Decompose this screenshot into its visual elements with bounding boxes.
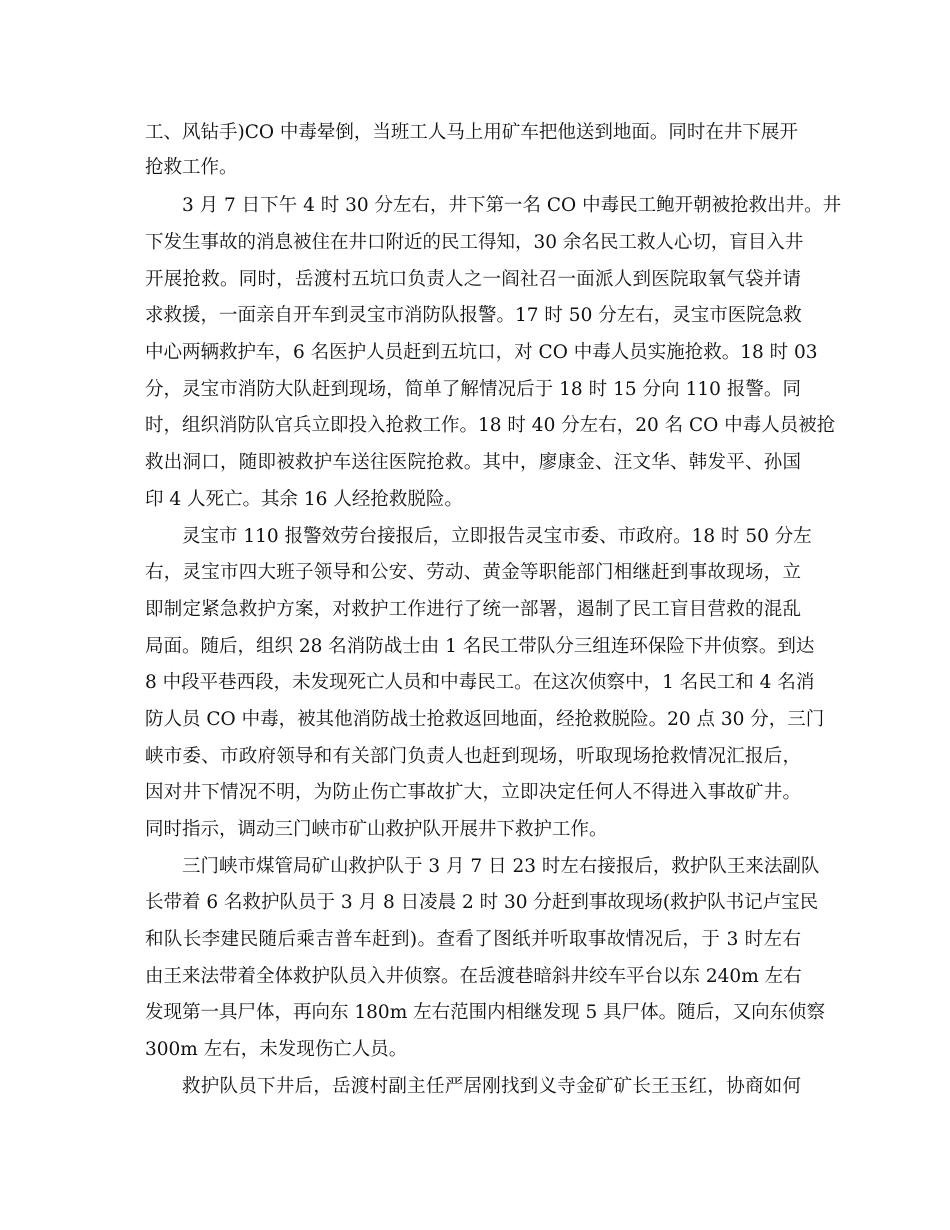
- paragraph-start-line: 灵宝市 110 报警效劳台接报后，立即报告灵宝市委、市政府。18 时 50 分左: [182, 526, 812, 547]
- paragraph-start-line: 救护队员下井后，岳渡村副主任严居刚找到义寺金矿矿长王玉红，协商如何: [182, 1076, 801, 1097]
- text-line: 下发生事故的消息被住在井口附近的民工得知，30 余名民工救人心切，盲目入井: [145, 232, 804, 253]
- paragraph-start-line: 三门峡市煤管局矿山救护队于 3 月 7 日 23 时左右接报后，救护队王来法副队: [182, 856, 820, 877]
- text-line: 局面。随后，组织 28 名消防战士由 1 名民工带队分三组连环保险下井侦察。到达: [145, 636, 815, 657]
- text-line: 救出洞口，随即被救护车送往医院抢救。其中，廖康金、汪文华、韩发平、孙国: [145, 452, 801, 473]
- text-line: 右，灵宝市四大班子领导和公安、劳动、黄金等职能部门相继赶到事故现场，立: [145, 562, 801, 583]
- text-line: 300m 左右，未发现伤亡人员。: [145, 1039, 408, 1060]
- text-line: 因对井下情况不明，为防止伤亡事故扩大，立即决定任何人不得进入事故矿井。: [145, 782, 801, 803]
- text-line: 长带着 6 名救护队员于 3 月 8 日凌晨 2 时 30 分赶到事故现场(救护队书记卢宝民: [145, 892, 819, 913]
- text-line: 由王来法带着全体救护队员入井侦察。在岳渡巷暗斜井绞车平台以东 240m 左右: [145, 966, 802, 987]
- text-line: 中心两辆救护车，6 名医护人员赶到五坑口，对 CO 中毒人员实施抢救。18 时 03: [145, 342, 818, 363]
- text-line: 和队长李建民随后乘吉普车赶到)。查看了图纸并听取事故情况后，于 3 时左右: [145, 929, 801, 950]
- text-line: 印 4 人死亡。其余 16 人经抢救脱险。: [145, 489, 463, 510]
- text-line: 防人员 CO 中毒，被其他消防战士抢救返回地面，经抢救脱险。20 点 30 分，三门: [145, 709, 825, 730]
- text-line: 工、风钻手)CO 中毒晕倒，当班工人马上用矿车把他送到地面。同时在井下展开: [145, 122, 798, 143]
- paragraph-start-line: 3 月 7 日下午 4 时 30 分左右，井下第一名 CO 中毒民工鲍开朝被抢救出井。井: [182, 195, 842, 216]
- text-line: 抢救工作。: [145, 157, 238, 178]
- text-line: 峡市委、市政府领导和有关部门负责人也赶到现场，听取现场抢救情况汇报后，: [145, 746, 801, 767]
- text-line: 分，灵宝市消防大队赶到现场，简单了解情况后于 18 时 15 分向 110 报警。同: [145, 379, 801, 400]
- text-line: 时，组织消防队官兵立即投入抢救工作。18 时 40 分左右，20 名 CO 中毒人员被抢: [145, 415, 836, 436]
- text-line: 开展抢救。同时，岳渡村五坑口负责人之一阎社召一面派人到医院取氧气袋并请: [145, 269, 801, 290]
- text-line: 发现第一具尸体，再向东 180m 左右范围内相继发现 5 具尸体。随后，又向东侦察: [145, 1002, 826, 1023]
- text-line: 求救援，一面亲自开车到灵宝市消防队报警。17 时 50 分左右，灵宝市医院急救: [145, 305, 802, 326]
- text-line: 即制定紧急救护方案，对救护工作进行了统一部署，遏制了民工盲目营救的混乱: [145, 599, 801, 620]
- text-line: 8 中段平巷西段，未发现死亡人员和中毒民工。在这次侦察中，1 名民工和 4 名消: [145, 672, 815, 693]
- text-line: 同时指示，调动三门峡市矿山救护队开展井下救护工作。: [145, 819, 608, 840]
